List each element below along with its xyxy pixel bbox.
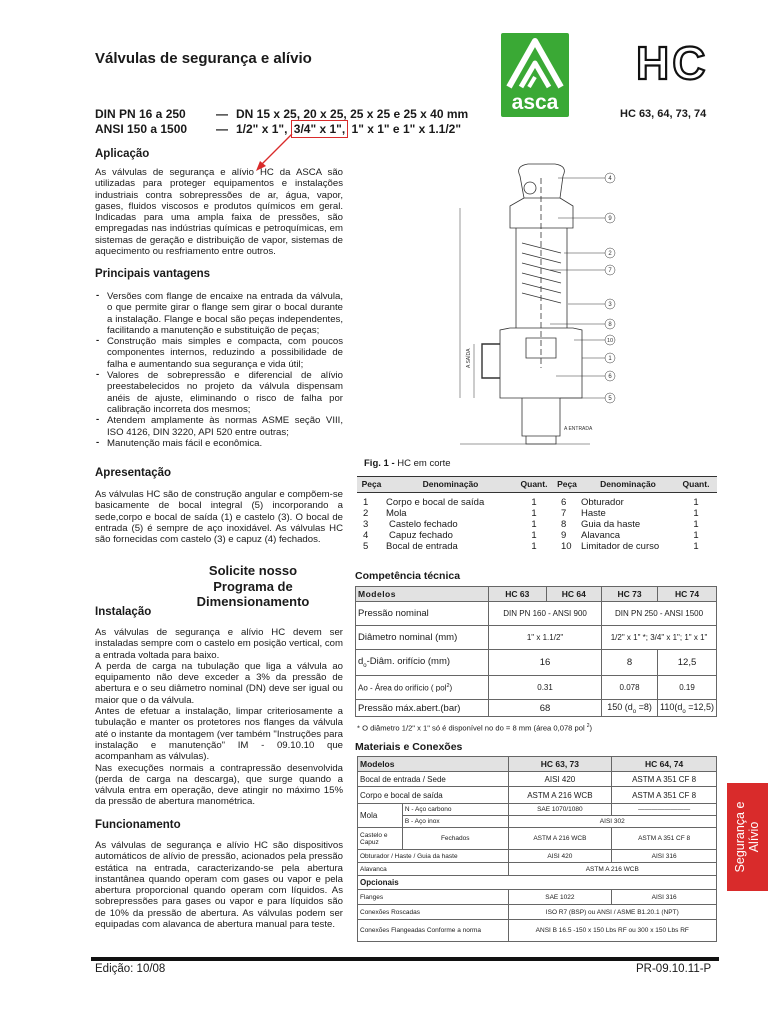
cell: ———————— [612, 804, 717, 816]
header-cell: HC 64 [546, 587, 602, 602]
cell: ASTM A 216 WCB [508, 787, 612, 804]
footer-rule [91, 957, 719, 961]
table-row [356, 602, 717, 626]
callout-label: 1 [608, 356, 612, 362]
text-part: d [358, 656, 364, 668]
cell: 5 [363, 541, 369, 552]
instalacao-text [95, 627, 343, 808]
cell: 1/2" x 1" *; 3/4" x 1"; 1" x 1" [602, 626, 717, 650]
cell: 8 [561, 519, 567, 530]
table-row [356, 676, 717, 700]
funcionamento-heading: Funcionamento [95, 819, 181, 831]
cell: Alavanca [358, 863, 509, 876]
cell: 1 [693, 519, 699, 530]
instalacao-heading: Instalação [95, 606, 152, 618]
vantagem-item: - Valores de sobrepressão e diferencial de alívio preestabelecidos no projeto da válvula dispensam anéis de ajuste, eliminando o risco de falha por calibração incorreta dos mesmos; [95, 370, 343, 415]
callout-label: 4 [608, 176, 612, 182]
figure-caption-text: HC em corte [397, 458, 451, 469]
instalacao-paragraph: Nas execuções normais a contrapressão desenvolvida (perda de carga na descarga), que surge quando a válvula entra em operação, deve atingir no máximo 15% da pressão de abertura manométrica. [95, 762, 343, 808]
table-row [357, 519, 717, 530]
cell: DIN PN 160 - ANSI 900 [489, 602, 602, 626]
callout-label: 5 [608, 396, 612, 402]
text-part: =12,5) [685, 701, 714, 712]
cell: 8 [602, 650, 658, 676]
header-cell: HC 64, 74 [612, 757, 717, 772]
callout-label: 6 [608, 374, 612, 380]
parts-table-header [357, 477, 717, 493]
dn-sizes: DN 15 x 25, 20 x 25, 25 x 25 e 25 x 40 mm [236, 107, 469, 121]
inch-size-a: 1/2" x 1", [236, 122, 288, 136]
cell [356, 650, 489, 676]
cell: Castelo fechado [389, 519, 458, 530]
header-cell: Peça [357, 477, 386, 493]
text-part: ) [589, 723, 593, 733]
table-row [357, 493, 717, 509]
table-row [358, 787, 717, 804]
cell: 0.19 [658, 676, 717, 700]
text-part: * O diâmetro 1/2" x 1" só é disponível no do = 8 mm (área 0,078 pol [357, 723, 587, 733]
cell: 1 [531, 541, 537, 552]
dash-2: — [216, 122, 228, 136]
cell: Haste [581, 508, 606, 519]
header-cell: Denominação [581, 477, 675, 493]
promo-line: Programa de [213, 578, 293, 594]
text-sub: o [632, 708, 637, 715]
cell: Bocal de entrada [386, 541, 458, 552]
callout-label: 7 [608, 268, 612, 274]
table-row [358, 920, 717, 942]
edition-label: Edição: 10/08 [95, 963, 166, 975]
table-row [357, 530, 717, 541]
text-part: 110(d [660, 701, 683, 712]
cell: 1 [531, 519, 537, 530]
cell: 3 [363, 519, 369, 530]
materiais-heading: Materiais e Conexões [355, 741, 463, 753]
table-row [356, 626, 717, 650]
callout-label: 9 [608, 216, 612, 222]
callout-label: 2 [608, 251, 612, 257]
cell: 16 [489, 650, 602, 676]
materiais-header [358, 757, 717, 772]
table-row [356, 700, 717, 717]
cell: ASTM A 351 CF 8 [612, 828, 717, 850]
competencia-header [356, 587, 717, 602]
header-cell: HC 74 [658, 587, 717, 602]
table-row [358, 804, 717, 816]
brand-model: HC [636, 37, 709, 89]
inch-size-c: 1" x 1" e 1" x 1.1/2" [351, 122, 462, 136]
aplicacao-text: As válvulas de segurança e alívio HC da ASCA são utilizadas para proteger equipamentos e instalações industriais contra sobrepressões de ar, água, vapor, gases, fluidos viscosos e produtos químicos em geral. Indicadas para uma ampla faixa de pressões, são empregadas nas indústrias químicas e petroquímicas, em sistemas de geração e distribuição de vapor, sistemas de aquecimento ou resfriamento entre outros. [95, 167, 343, 258]
figure-caption-label: Fig. 1 - [364, 458, 398, 469]
cell: Diâmetro nominal (mm) [356, 626, 489, 650]
table-row [358, 890, 717, 905]
header-cell: Modelos [356, 587, 489, 602]
table-row [358, 816, 717, 828]
cell: Obturador / Haste / Guia da haste [358, 850, 509, 863]
cell: Pressão máx.abert.(bar) [356, 700, 489, 717]
cell: ASTM A 351 CF 8 [612, 772, 717, 787]
table-row [358, 772, 717, 787]
instalacao-paragraph: A perda de carga na tubulação que liga a válvula ao equipamento não deve exceder a 3% da pressão de abertura e o seu diâmetro nominal (DN) deve ser igual ou maior que o da válvula. [95, 660, 343, 706]
instalacao-paragraph: Antes de efetuar a instalação, limpar criteriosamente a tubulação e manter os protetores nos flanges da válvula até o instante da montagem (ver também "Instruções para instalação e manutenção" IM - 09.10.10 que acompanham as válvulas). [95, 706, 343, 763]
cell: 1 [531, 530, 537, 541]
aplicacao-heading: Aplicação [95, 148, 150, 160]
cell: N - Aço carbono [402, 804, 508, 816]
table-row [358, 876, 717, 890]
vantagem-item: - Atendem amplamente às normas ASME seção VIII, ISO 4126, DIN 3220, API 520 entre outras; [95, 415, 343, 438]
competencia-table [355, 586, 717, 717]
callout-label: 10 [606, 338, 614, 344]
logo-wordmark: asca [511, 91, 559, 114]
callout-label: 8 [608, 322, 612, 328]
figure-caption [364, 458, 451, 469]
cell: 7 [561, 508, 567, 519]
cell: Opcionais [358, 876, 717, 890]
cell: B - Aço inox [402, 816, 508, 828]
cell: ISO R7 (BSP) ou ANSI / ASME B1.20.1 (NPT) [508, 905, 716, 920]
asca-logo-icon [501, 33, 569, 95]
cell: AISI 420 [508, 772, 612, 787]
vantagens-list [95, 291, 343, 449]
cell: 1 [693, 497, 699, 508]
cell: 1 [693, 541, 699, 552]
funcionamento-text: As válvulas de segurança e alívio HC são dispositivos automáticos de alívio de pressão, acionados pela pressão estática na entrada, caracterizando-se pela abertura instantânea quando operam com gases ou vapor e pela abertura proporcional quando operam com líquidos. As sobrepressões para gases ou vapor e para líquidos são de 10% da pressão de abertura. As válvulas podem ser equipadas com alavanca de abertura manual para teste. [95, 840, 343, 931]
cell: Mola [358, 804, 403, 828]
cell: 1 [531, 508, 537, 519]
competencia-footnote [357, 723, 592, 733]
header-cell: Quant. [515, 477, 553, 493]
promo-dimensionamento[interactable] [178, 563, 328, 610]
cell: 4 [363, 530, 369, 541]
table-row [357, 541, 717, 552]
ansi-label: ANSI 150 a 1500 [95, 122, 188, 136]
cell: Flanges [358, 890, 509, 905]
parts-table [357, 476, 717, 552]
models-label: HC 63, 64, 73, 74 [620, 108, 707, 120]
cell [356, 676, 489, 700]
cell [658, 700, 717, 717]
text-part: =8) [636, 701, 652, 712]
cell: 1 [531, 497, 537, 508]
promo-line: Dimensionamento [196, 594, 310, 609]
text-part: Ao - Área do orifício ( pol [358, 683, 447, 693]
header-cell: Denominação [386, 477, 515, 493]
cell: Alavanca [581, 530, 621, 541]
cell: ASTM A 216 WCB [508, 828, 612, 850]
doc-code: PR-09.10.11-P [636, 963, 712, 975]
cell: 68 [489, 700, 602, 717]
cell [602, 700, 658, 717]
table-row [358, 863, 717, 876]
header-cell: Quant. [675, 477, 717, 493]
cell: Capuz fechado [389, 530, 453, 541]
cell: SAE 1022 [508, 890, 612, 905]
cell: ANSI B 16.5 -150 x 150 Lbs RF ou 300 x 150 Lbs RF [508, 920, 716, 942]
cell: 1 [363, 497, 369, 508]
header-cell: HC 63, 73 [508, 757, 612, 772]
cell: Castelo e Capuz [358, 828, 403, 850]
cell: 1" x 1.1/2" [489, 626, 602, 650]
cell: Bocal de entrada / Sede [358, 772, 509, 787]
cell: Conexões Roscadas [358, 905, 509, 920]
cell: SAE 1070/1080 [508, 804, 612, 816]
cell: 1 [693, 508, 699, 519]
dim-saida: A SAÍDA [466, 348, 472, 368]
competencia-heading: Competência técnica [355, 570, 461, 582]
dash-1: — [216, 107, 228, 121]
table-row [358, 905, 717, 920]
cell: 9 [561, 530, 567, 541]
cell: AISI 316 [612, 850, 717, 863]
valve-cutaway-figure [440, 158, 640, 458]
text-part: ) [449, 683, 453, 693]
cell: Mola [386, 508, 407, 519]
side-tab [727, 783, 768, 891]
cell: 6 [561, 497, 567, 508]
materiais-table [357, 756, 717, 942]
header-cell: HC 73 [602, 587, 658, 602]
text-sup: 2 [446, 682, 450, 689]
text-sup: 2 [586, 723, 590, 729]
cell: Conexões Flangeadas Conforme a norma [358, 920, 509, 942]
cell: Pressão nominal [356, 602, 489, 626]
vantagem-item: - Versões com flange de encaixe na entrada da válvula, o que permite girar o flange sem girar o bocal durante a instalação. Flange e bocal são peças independentes, facilitando a manutenção e substituição de peças; [95, 291, 343, 336]
header-cell: Peça [553, 477, 581, 493]
text-sub: o [363, 662, 367, 669]
apresentacao-text: As válvulas HC são de construção angular e compõem-se basicamente de bocal integral (5) incorporando a sede,corpo e bocal de saída (1) e castelo (3). O bocal de entrada (5) é sempre de aço inoxidável. As válvulas HC são fornecidas com castelo (3) e capuz (4) fechados. [95, 489, 343, 546]
promo-line: Solicite nosso [208, 563, 298, 578]
cell: 2 [363, 508, 369, 519]
header-cell: HC 63 [489, 587, 547, 602]
apresentacao-heading: Apresentação [95, 467, 172, 479]
din-label: DIN PN 16 a 250 [95, 107, 186, 121]
table-row [356, 650, 717, 676]
cell: Obturador [581, 497, 624, 508]
cell: Fechados [402, 828, 508, 850]
cell: ASTM A 351 CF 8 [612, 787, 717, 804]
cell: 1 [693, 530, 699, 541]
cell: AISI 302 [508, 816, 716, 828]
page-title: Válvulas de segurança e alívio [95, 50, 312, 67]
cell: Corpo e bocal de saída [386, 497, 485, 508]
vantagem-item: - Construção mais simples e compacta, com poucos componentes internos, reduzindo a possibilidade de falha e aumentando sua segurança e vida útil; [95, 336, 343, 370]
table-row [357, 508, 717, 519]
table-row [358, 828, 717, 850]
vantagens-heading: Principais vantagens [95, 268, 211, 280]
cell: DIN PN 250 - ANSI 1500 [602, 602, 717, 626]
header-cell: Modelos [358, 757, 509, 772]
text-sub: o [682, 708, 686, 715]
text-part: -Diâm. orifício (mm) [366, 656, 451, 668]
cell: Limitador de curso [581, 541, 660, 552]
cell: 0.078 [602, 676, 658, 700]
cell: Corpo e bocal de saída [358, 787, 509, 804]
asca-logo [501, 33, 569, 117]
table-row [358, 850, 717, 863]
text-part: 150 (d [607, 701, 633, 712]
side-tab-label: Segurança e Alívio [733, 801, 761, 873]
cell: Guia da haste [581, 519, 641, 530]
instalacao-paragraph: As válvulas de segurança e alívio HC devem ser instaladas sempre com o castelo em posição vertical, com a entrada voltada para baixo. [95, 627, 343, 661]
vantagem-item: - Manutenção mais fácil e econômica. [95, 438, 343, 449]
callout-label: 3 [608, 302, 612, 308]
dim-entrada: A ENTRADA [564, 426, 593, 432]
cell: ASTM A 216 WCB [508, 863, 716, 876]
cell: 12,5 [658, 650, 717, 676]
cell: 0.31 [489, 676, 602, 700]
cell: 10 [561, 541, 572, 552]
inch-size-b-highlighted: 3/4" x 1", [291, 120, 348, 138]
cell: AISI 420 [508, 850, 612, 863]
cell: AISI 316 [612, 890, 717, 905]
